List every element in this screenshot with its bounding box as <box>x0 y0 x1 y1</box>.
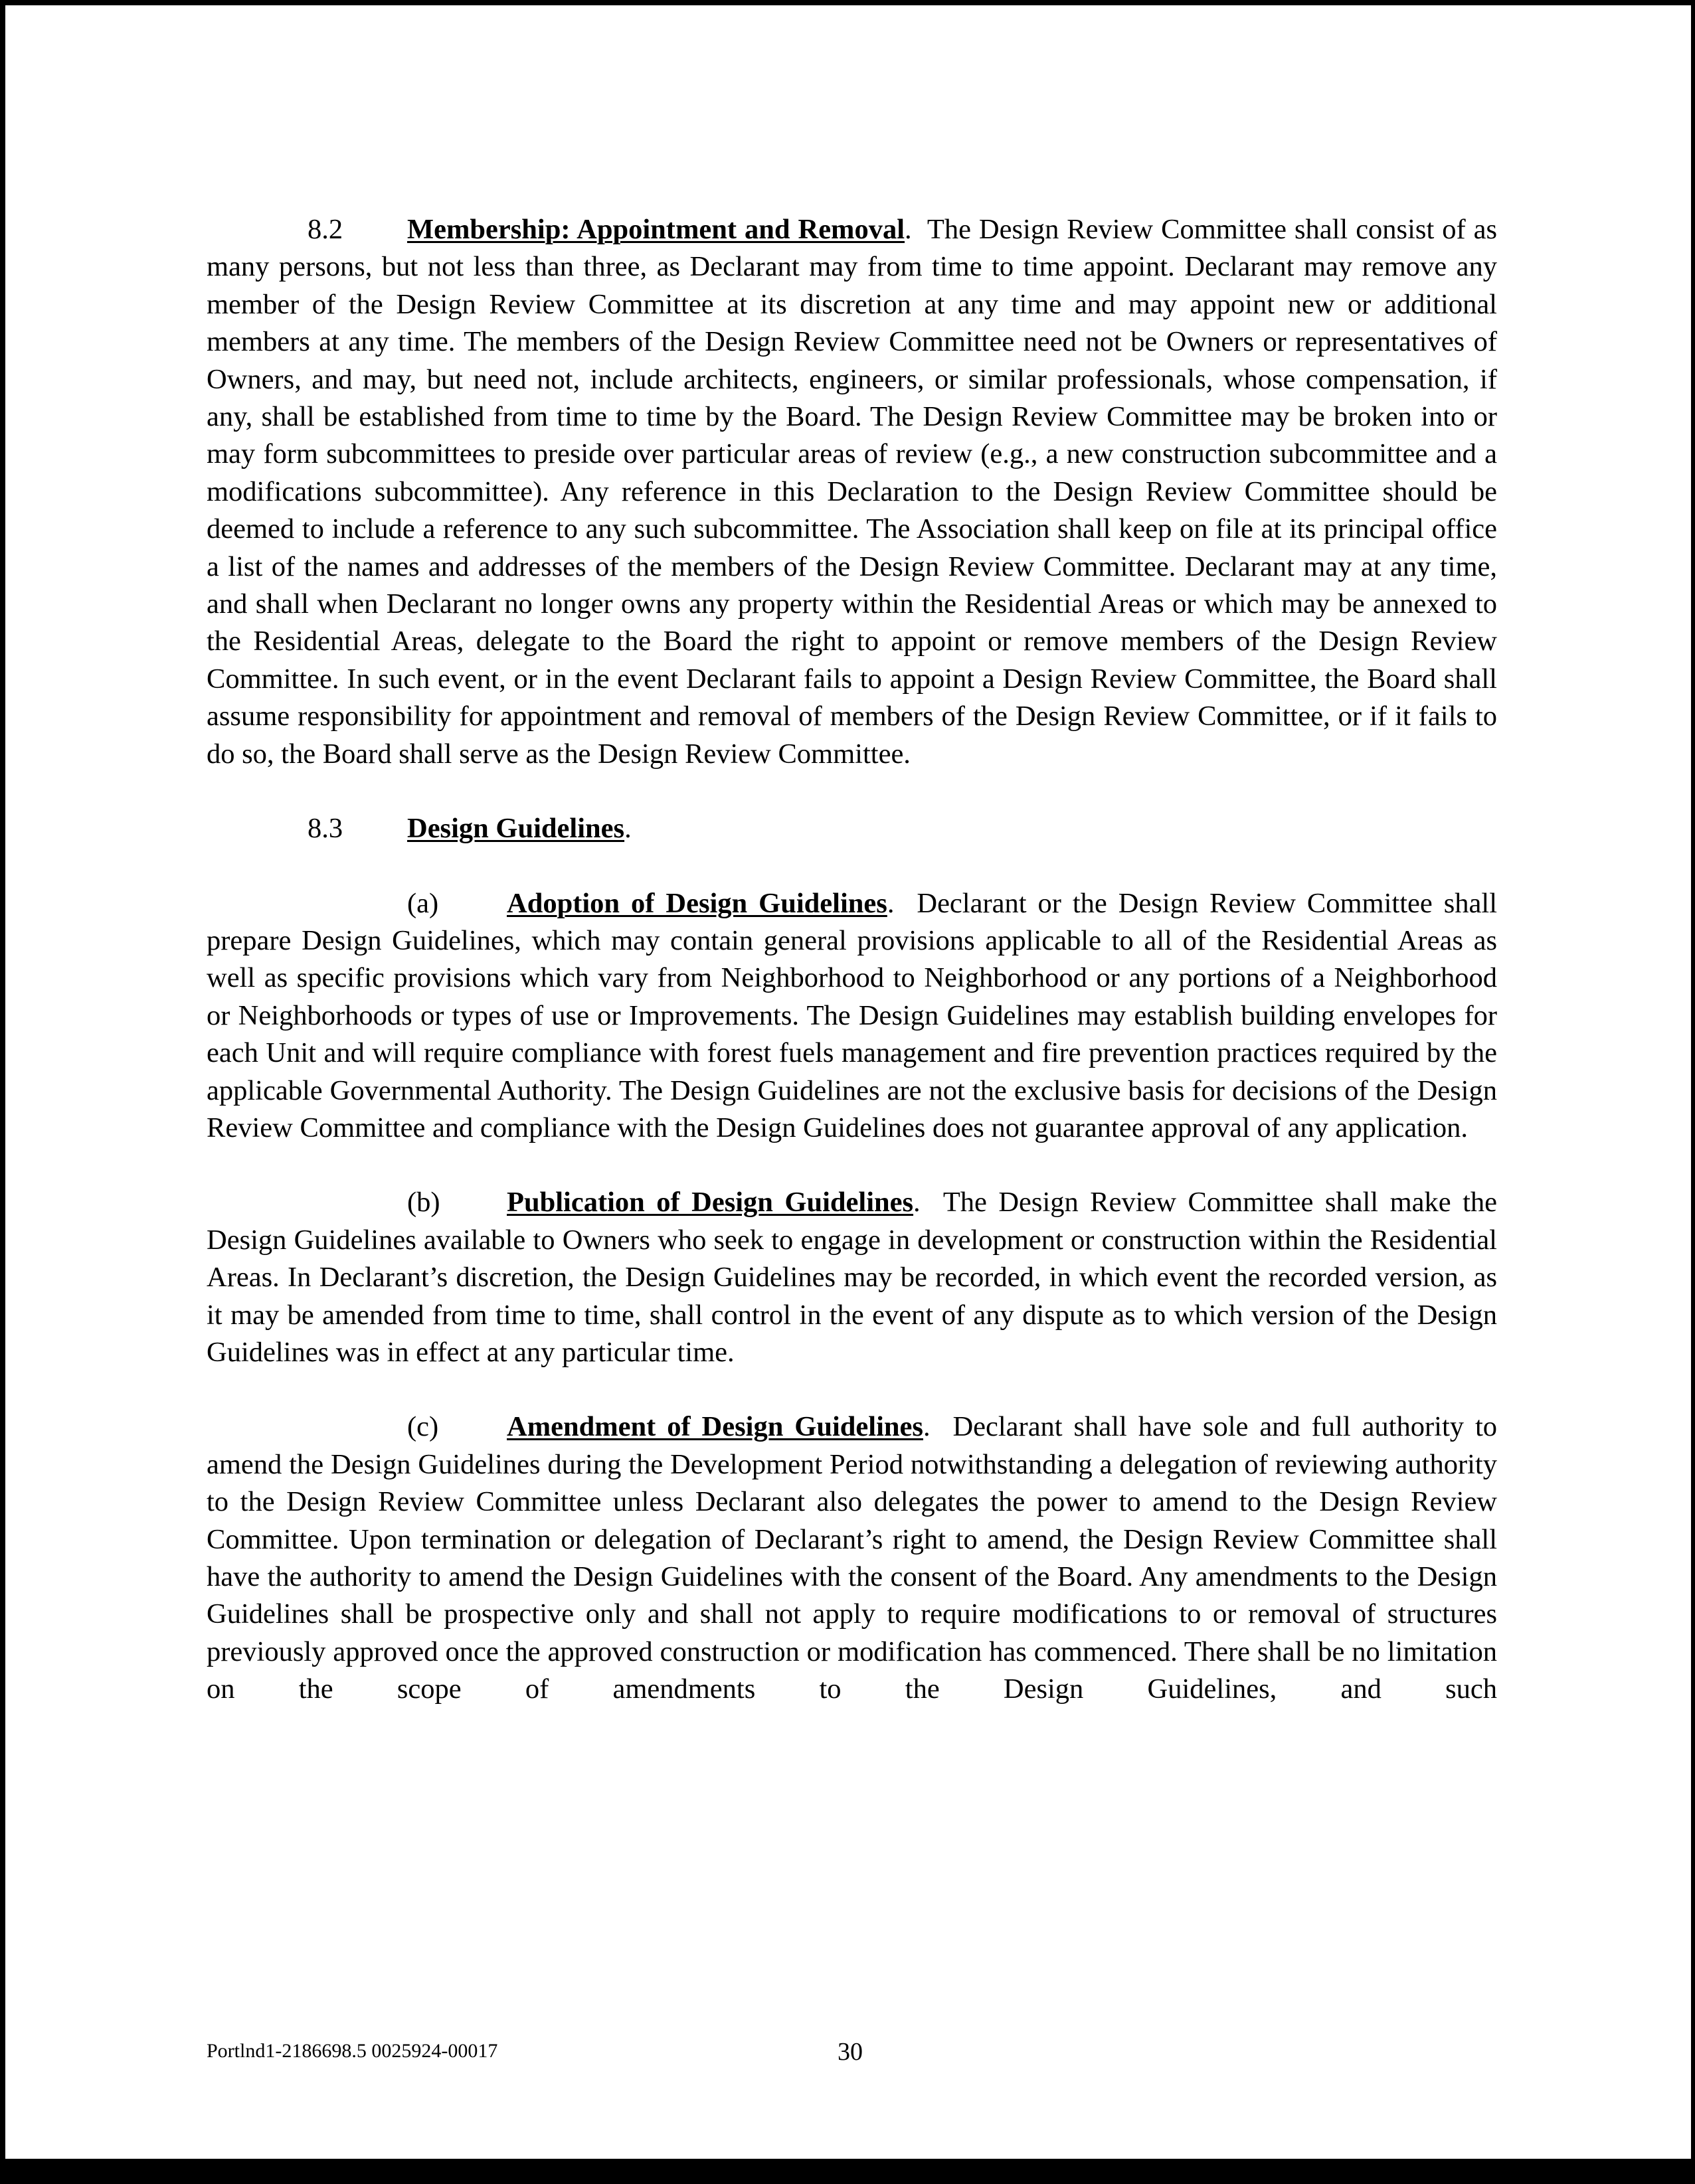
footer-document-id: Portlnd1-2186698.5 0025924-00017 <box>207 2040 498 2062</box>
section-body: The Design Review Committee shall consist of as many persons, but not less than three, as Declarant may from time to time appoint. Declarant may remove any member of the Design Review Committee at its discretion at any time and may appoint new or additional members at any time. The members of the Design Review Committee need not be Owners or representatives of Owners, and may, but need not, include architects, engineers, or similar professionals, whose compensation, if any, shall be established from time to time by the Board. The Design Review Committee may be broken into or may form subcommittees to preside over particular areas of review (e.g., a new construction subcommittee and a modifications subcommittee). Any reference in this Declaration to the Design Review Committee should be deemed to include a reference to any such subcommittee. The Association shall keep on file at its principal office a list of the names and addresses of the members of the Design Review Committee. Declarant may at any time, and shall when Declarant no longer owns any property within the Residential Areas or which may be annexed to the Residential Areas, delegate to the Board the right to appoint or remove members of the Design Review Committee. In such event, or in the event Declarant fails to appoint a Design Review Committee, the Board shall assume responsibility for appointment and removal of members of the Design Review Committee, or if it fails to do so, the Board shall serve as the Design Review Committee. <box>207 214 1498 770</box>
subsection-label: (b) <box>407 1187 440 1218</box>
subsection-heading: Adoption of Design Guidelines <box>507 887 887 919</box>
heading-period: . <box>923 1411 931 1443</box>
section-8-2-paragraph <box>207 211 1497 773</box>
heading-period: . <box>887 887 895 919</box>
section-heading: Membership: Appointment and Removal <box>407 214 905 245</box>
heading-period: . <box>624 813 632 845</box>
subsection-body: Declarant or the Design Review Committee shall prepare Design Guidelines, which may contain general provisions applicable to all of the Residential Areas as well as specific provisions which vary from Neighborhood to Neighborhood or any portions of a Neighborhood or Neighborhoods or types of use or Improvements. The Design Guidelines may establish building envelopes for each Unit and will require compliance with forest fuels management and fire prevention practices required by the applicable Governmental Authority. The Design Guidelines are not the exclusive basis for decisions of the Design Review Committee and compliance with the Design Guidelines does not guarantee approval of any application. <box>207 887 1498 1143</box>
subsection-body: Declarant shall have sole and full authority to amend the Design Guidelines during the Development Period notwithstanding a delegation of reviewing authority to the Design Review Committee unless Declarant also delegates the power to amend to the Design Review Committee. Upon termination or delegation of Declarant’s right to amend, the Design Review Committee shall have the authority to amend the Design Guidelines with the consent of the Board. Any amendments to the Design Guidelines shall be prospective only and shall not apply to require modifications to or removal of structures previously approved once the approved construction or modification has commenced. There shall be no limitation on the scope of amendments to the Design Guidelines, and such <box>207 1411 1497 1705</box>
section-heading: Design Guidelines <box>407 813 625 845</box>
subsection-body: The Design Review Committee shall make the Design Guidelines available to Owners who seek to engage in development or construction within the Residential Areas. In Declarant’s discretion, the Design Guidelines may be recorded, in which event the recorded version, as it may be amended from time to time, shall control in the event of any dispute as to which version of the Design Guidelines was in effect at any particular time. <box>207 1187 1497 1368</box>
subsection-label: (c) <box>407 1411 439 1443</box>
scan-border-top <box>0 0 1695 5</box>
section-8-3-heading <box>207 810 1497 847</box>
page-body <box>207 211 1497 1709</box>
section-number: 8.2 <box>308 214 343 245</box>
scan-border-left <box>0 0 5 2184</box>
subsection-a-paragraph <box>207 885 1497 1147</box>
scan-border-right <box>1691 0 1695 2184</box>
subsection-c-paragraph <box>207 1408 1497 1708</box>
page-number: 30 <box>838 2038 863 2066</box>
subsection-heading: Publication of Design Guidelines <box>507 1187 914 1218</box>
section-number: 8.3 <box>308 813 343 845</box>
heading-period: . <box>905 214 912 245</box>
subsection-label: (a) <box>407 887 439 919</box>
scan-border-bottom <box>0 2159 1695 2184</box>
subsection-heading: Amendment of Design Guidelines <box>507 1411 923 1443</box>
subsection-b-paragraph <box>207 1184 1497 1371</box>
heading-period: . <box>913 1187 921 1218</box>
